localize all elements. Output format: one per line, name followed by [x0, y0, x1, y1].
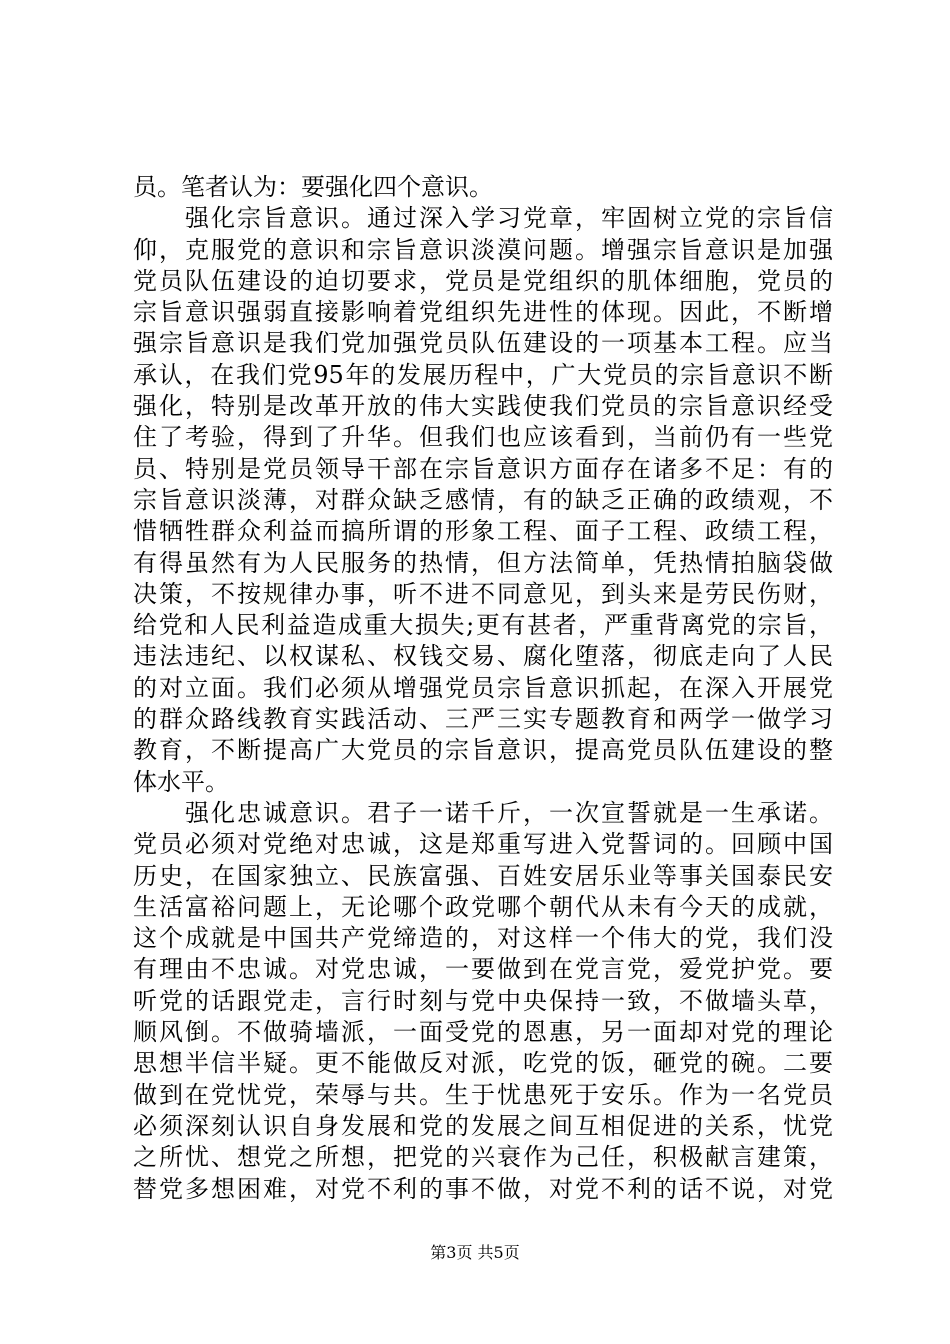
text-line: 生活富裕问题上，无论哪个政党哪个朝代从未有今天的成就，: [133, 892, 833, 921]
text-line: 的群众路线教育实践活动、三严三实专题教育和两学一做学习: [133, 705, 833, 734]
text-line: 之所忧、想党之所想，把党的兴衰作为己任，积极献言建策，: [133, 1143, 833, 1172]
text-line: 强化忠诚意识。君子一诺千斤，一次宣誓就是一生承诺。: [133, 798, 833, 827]
text-line: 宗旨意识淡薄，对群众缺乏感情，有的缺乏正确的政绩观，不: [133, 485, 833, 514]
text-line: 决策，不按规律办事，听不进不同意见，到头来是劳民伤财，: [133, 579, 833, 608]
text-line: 历史，在国家独立、民族富强、百姓安居乐业等事关国泰民安: [133, 861, 833, 890]
text-line: 惜牺牲群众利益而搞所谓的形象工程、面子工程、政绩工程，: [133, 517, 833, 546]
text-line: 思想半信半疑。更不能做反对派，吃党的饭，砸党的碗。二要: [133, 1049, 833, 1078]
text-line: 党员必须对党绝对忠诚，这是郑重写进入党誓词的。回顾中国: [133, 830, 833, 859]
text-line: 员、特别是党员领导干部在宗旨意识方面存在诸多不足：有的: [133, 454, 833, 483]
text-line: 听党的话跟党走，言行时刻与党中央保持一致，不做墙头草，: [133, 986, 833, 1015]
text-line: 强化，特别是改革开放的伟大实践使我们党员的宗旨意识经受: [133, 392, 833, 421]
text-line: 给党和人民利益造成重大损失;更有甚者，严重背离党的宗旨，: [133, 611, 833, 640]
text-line: 员。笔者认为：要强化四个意识。: [133, 173, 493, 201]
text-line: 替党多想困难，对党不利的事不做，对党不利的话不说，对党: [133, 1174, 833, 1203]
body-text: [133, 172, 833, 1205]
text-line: 的对立面。我们必须从增强党员宗旨意识抓起，在深入开展党: [133, 673, 833, 702]
text-line: 强化宗旨意识。通过深入学习党章，牢固树立党的宗旨信: [133, 204, 833, 233]
text-line: 宗旨意识强弱直接影响着党组织先进性的体现。因此，不断增: [133, 298, 833, 327]
text-line: 这个成就是中国共产党缔造的，对这样一个伟大的党，我们没: [133, 924, 833, 953]
text-line: 强宗旨意识是我们党加强党员队伍建设的一项基本工程。应当: [133, 329, 833, 358]
text-line: 必须深刻认识自身发展和党的发展之间互相促进的关系，忧党: [133, 1111, 833, 1140]
text-line: 违法违纪、以权谋私、权钱交易、腐化堕落，彻底走向了人民: [133, 642, 833, 671]
text-line: 有理由不忠诚。对党忠诚，一要做到在党言党，爱党护党。要: [133, 955, 833, 984]
text-line: 党员队伍建设的迫切要求，党员是党组织的肌体细胞，党员的: [133, 266, 833, 295]
text-line: 仰，克服党的意识和宗旨意识淡漠问题。增强宗旨意识是加强: [133, 235, 833, 264]
text-line: 顺风倒。不做骑墙派，一面受党的恩惠，另一面却对党的理论: [133, 1018, 833, 1047]
text-line: 教育，不断提高广大党员的宗旨意识，提高党员队伍建设的整: [133, 736, 833, 765]
text-line: 做到在党忧党，荣辱与共。生于忧患死于安乐。作为一名党员: [133, 1080, 833, 1109]
text-line: 有得虽然有为人民服务的热情，但方法简单，凭热情拍脑袋做: [133, 548, 833, 577]
text-line: 住了考验，得到了升华。但我们也应该看到，当前仍有一些党: [133, 423, 833, 452]
text-line: 承认，在我们党95年的发展历程中，广大党员的宗旨意识不断: [133, 360, 833, 389]
text-line: 体水平。: [133, 767, 229, 796]
page-footer: 第3页 共5页: [430, 1243, 520, 1262]
